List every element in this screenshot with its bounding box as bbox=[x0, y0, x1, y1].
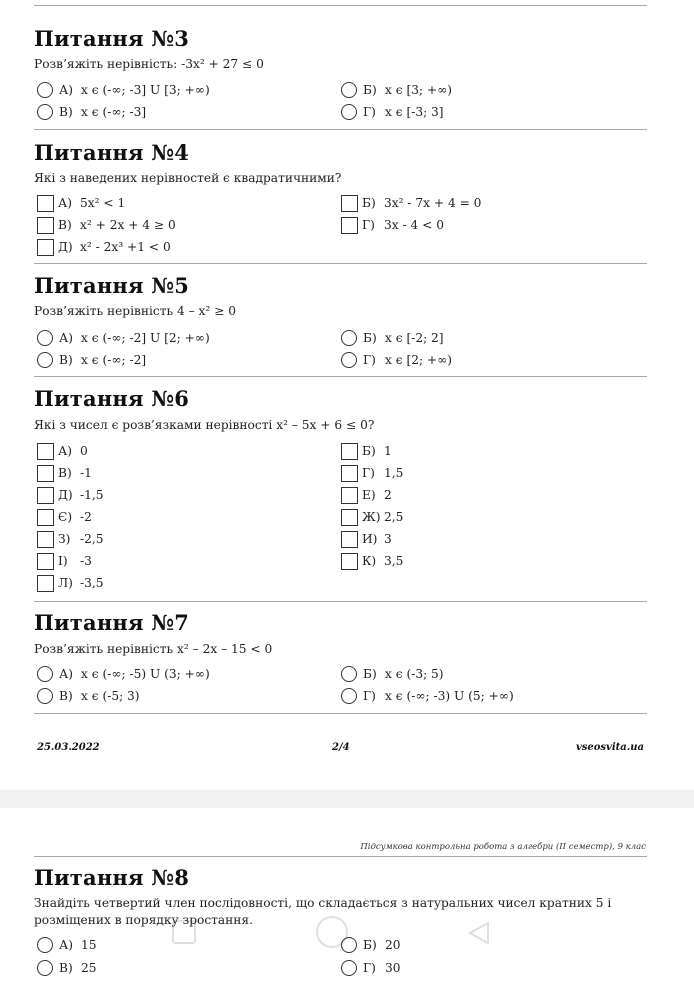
option-text: 1 bbox=[384, 444, 392, 458]
q6-option-ye[interactable] bbox=[37, 508, 92, 526]
option-text: x є [2; +∞) bbox=[385, 353, 453, 367]
q6-option-g[interactable] bbox=[341, 464, 403, 482]
option-letter: В) bbox=[59, 353, 73, 367]
option-letter: В) bbox=[58, 466, 72, 480]
option-letter: Г) bbox=[363, 353, 376, 367]
checkbox[interactable] bbox=[341, 465, 358, 482]
page-header: Підсумкова контрольна робота з алгебри (ІІ семестр), 9 клас bbox=[360, 842, 646, 852]
checkbox[interactable] bbox=[37, 531, 54, 548]
q7-option-b[interactable] bbox=[341, 665, 444, 683]
checkbox[interactable] bbox=[37, 553, 54, 570]
q8-option-a[interactable] bbox=[37, 936, 97, 954]
option-letter: Г) bbox=[362, 218, 375, 232]
q6-option-e[interactable] bbox=[341, 486, 392, 504]
option-text: x є (-∞; -3] bbox=[81, 105, 147, 119]
question-4-text: Які з наведених нерівностей є квадратичними? bbox=[34, 171, 342, 185]
q4-option-a[interactable] bbox=[37, 194, 125, 212]
q8-option-b[interactable] bbox=[341, 936, 401, 954]
home-icon[interactable] bbox=[316, 916, 348, 948]
question-8-text-line-1: Знайдіть четвертий член послідовності, що складається з натуральних чисел кратних 5 і bbox=[34, 896, 612, 910]
divider bbox=[34, 5, 647, 6]
q6-option-l[interactable] bbox=[37, 574, 104, 592]
option-letter: А) bbox=[59, 938, 73, 952]
checkbox[interactable] bbox=[341, 443, 358, 460]
option-letter: В) bbox=[59, 961, 73, 975]
option-text: -3,5 bbox=[80, 576, 104, 590]
divider bbox=[34, 129, 647, 130]
radio-button[interactable] bbox=[341, 352, 357, 368]
question-7-title: Питання №7 bbox=[34, 610, 190, 635]
option-text: 1,5 bbox=[384, 466, 404, 480]
q7-option-v[interactable] bbox=[37, 687, 140, 705]
footer-page-number: 2/4 bbox=[332, 742, 350, 753]
q6-option-b[interactable] bbox=[341, 442, 392, 460]
option-letter: Д) bbox=[58, 488, 73, 502]
option-text: x є [3; +∞) bbox=[385, 83, 453, 97]
checkbox[interactable] bbox=[341, 531, 358, 548]
option-text: -2,5 bbox=[80, 532, 104, 546]
option-letter: А) bbox=[59, 667, 73, 681]
checkbox[interactable] bbox=[37, 195, 54, 212]
checkbox[interactable] bbox=[37, 575, 54, 592]
option-text: 3,5 bbox=[384, 554, 404, 568]
option-text: x є (-5; 3) bbox=[81, 689, 140, 703]
q6-option-a[interactable] bbox=[37, 442, 88, 460]
checkbox[interactable] bbox=[341, 509, 358, 526]
option-letter: А) bbox=[58, 196, 72, 210]
radio-button[interactable] bbox=[341, 960, 357, 976]
radio-button[interactable] bbox=[341, 666, 357, 682]
q6-option-i[interactable] bbox=[37, 552, 92, 570]
divider bbox=[34, 856, 647, 857]
option-letter: А) bbox=[59, 331, 73, 345]
option-letter: В) bbox=[58, 218, 72, 232]
option-text: 25 bbox=[81, 961, 97, 975]
question-3-text: Розв’яжіть нерівність: -3x² + 27 ≤ 0 bbox=[34, 57, 264, 71]
option-letter: Б) bbox=[363, 83, 377, 97]
q6-option-v[interactable] bbox=[37, 464, 92, 482]
option-letter: Є) bbox=[58, 510, 73, 524]
checkbox[interactable] bbox=[37, 443, 54, 460]
option-text: 5x² < 1 bbox=[80, 196, 126, 210]
q5-option-g[interactable] bbox=[341, 351, 452, 369]
question-8-title: Питання №8 bbox=[34, 865, 190, 890]
q5-option-v[interactable] bbox=[37, 351, 146, 369]
q7-option-g[interactable] bbox=[341, 687, 514, 705]
q5-option-a[interactable] bbox=[37, 329, 210, 347]
question-8-text-line-2: розміщених в порядку зростання. bbox=[34, 913, 253, 927]
divider bbox=[34, 376, 647, 377]
q3-option-a[interactable] bbox=[37, 81, 210, 99]
radio-button[interactable] bbox=[37, 666, 53, 682]
option-text: x є (-3; 5) bbox=[385, 667, 444, 681]
q6-option-zh[interactable] bbox=[341, 508, 403, 526]
radio-button[interactable] bbox=[341, 82, 357, 98]
question-6-text: Які з чисел є розв’язками нерівності x² – 5x + 6 ≤ 0? bbox=[34, 418, 375, 432]
option-letter: К) bbox=[362, 554, 377, 568]
option-text: 3x² - 7x + 4 = 0 bbox=[384, 196, 482, 210]
option-letter: Г) bbox=[362, 466, 375, 480]
option-text: x є (-∞; -2] U [2; +∞) bbox=[81, 331, 210, 345]
divider bbox=[34, 263, 647, 264]
option-text: x є [-3; 3] bbox=[385, 105, 444, 119]
question-7-text: Розв’яжіть нерівність x² – 2x – 15 < 0 bbox=[34, 642, 273, 656]
option-text: x є (-∞; -2] bbox=[81, 353, 147, 367]
back-icon[interactable] bbox=[466, 920, 492, 946]
option-letter: Г) bbox=[363, 689, 376, 703]
radio-button[interactable] bbox=[341, 104, 357, 120]
radio-button[interactable] bbox=[37, 960, 53, 976]
q8-option-g[interactable] bbox=[341, 959, 401, 977]
question-5-title: Питання №5 bbox=[34, 273, 190, 298]
checkbox[interactable] bbox=[341, 217, 358, 234]
option-text: 30 bbox=[385, 961, 401, 975]
option-letter: Ж) bbox=[362, 510, 381, 524]
checkbox[interactable] bbox=[37, 217, 54, 234]
checkbox[interactable] bbox=[37, 487, 54, 504]
question-3-title: Питання №3 bbox=[34, 26, 190, 51]
checkbox[interactable] bbox=[37, 509, 54, 526]
q3-option-b[interactable] bbox=[341, 81, 452, 99]
q4-option-g[interactable] bbox=[341, 216, 444, 234]
question-6-title: Питання №6 bbox=[34, 386, 190, 411]
option-letter: В) bbox=[59, 689, 73, 703]
option-text: 3 bbox=[384, 532, 392, 546]
radio-button[interactable] bbox=[37, 330, 53, 346]
option-text: -3 bbox=[80, 554, 92, 568]
option-letter: З) bbox=[58, 532, 71, 546]
option-text: x є (-∞; -3) U (5; +∞) bbox=[385, 689, 514, 703]
q5-option-b[interactable] bbox=[341, 329, 444, 347]
q8-option-v[interactable] bbox=[37, 959, 97, 977]
radio-button[interactable] bbox=[37, 82, 53, 98]
option-letter: Д) bbox=[58, 240, 73, 254]
checkbox[interactable] bbox=[37, 239, 54, 256]
radio-button[interactable] bbox=[341, 688, 357, 704]
checkbox[interactable] bbox=[341, 553, 358, 570]
option-letter: Б) bbox=[362, 196, 376, 210]
checkbox[interactable] bbox=[341, 487, 358, 504]
option-letter: Г) bbox=[363, 105, 376, 119]
option-letter: І) bbox=[58, 554, 68, 568]
q7-option-a[interactable] bbox=[37, 665, 210, 683]
option-text: x є (-∞; -3] U [3; +∞) bbox=[81, 83, 210, 97]
question-5-text: Розв’яжіть нерівність 4 – x² ≥ 0 bbox=[34, 304, 237, 318]
option-letter: В) bbox=[59, 105, 73, 119]
option-letter: Г) bbox=[363, 961, 376, 975]
option-text: -2 bbox=[80, 510, 92, 524]
option-text: 3x - 4 < 0 bbox=[384, 218, 444, 232]
option-text: 20 bbox=[385, 938, 401, 952]
option-letter: Б) bbox=[363, 667, 377, 681]
document-page-3 bbox=[0, 808, 694, 982]
radio-button[interactable] bbox=[37, 688, 53, 704]
option-text: x² - 2x³ +1 < 0 bbox=[80, 240, 171, 254]
q6-option-y[interactable] bbox=[341, 530, 392, 548]
q3-option-g[interactable] bbox=[341, 103, 444, 121]
option-text: x² + 2x + 4 ≥ 0 bbox=[80, 218, 176, 232]
option-text: -1 bbox=[80, 466, 92, 480]
option-letter: Е) bbox=[362, 488, 376, 502]
option-text: x є (-∞; -5) U (3; +∞) bbox=[81, 667, 210, 681]
option-letter: И) bbox=[362, 532, 378, 546]
radio-button[interactable] bbox=[341, 330, 357, 346]
footer-site: vseosvita.ua bbox=[575, 742, 644, 753]
q4-option-d[interactable] bbox=[37, 238, 171, 256]
option-text: 0 bbox=[80, 444, 88, 458]
q4-option-b[interactable] bbox=[341, 194, 481, 212]
option-letter: Л) bbox=[58, 576, 73, 590]
q3-option-v[interactable] bbox=[37, 103, 146, 121]
divider bbox=[34, 713, 647, 714]
radio-button[interactable] bbox=[37, 352, 53, 368]
question-4-title: Питання №4 bbox=[34, 140, 190, 165]
option-text: x є [-2; 2] bbox=[385, 331, 444, 345]
option-text: 2 bbox=[384, 488, 392, 502]
option-text: 2,5 bbox=[384, 510, 404, 524]
checkbox[interactable] bbox=[341, 195, 358, 212]
option-text: 15 bbox=[81, 938, 97, 952]
footer-date: 25.03.2022 bbox=[37, 742, 100, 753]
q6-option-d[interactable] bbox=[37, 486, 104, 504]
option-text: -1,5 bbox=[80, 488, 104, 502]
radio-button[interactable] bbox=[37, 104, 53, 120]
option-letter: А) bbox=[58, 444, 72, 458]
q6-option-k[interactable] bbox=[341, 552, 403, 570]
q4-option-v[interactable] bbox=[37, 216, 176, 234]
radio-button[interactable] bbox=[37, 937, 53, 953]
recent-apps-icon[interactable] bbox=[172, 920, 196, 944]
q6-option-z[interactable] bbox=[37, 530, 104, 548]
option-letter: Б) bbox=[363, 938, 377, 952]
option-letter: Б) bbox=[363, 331, 377, 345]
option-letter: А) bbox=[59, 83, 73, 97]
divider bbox=[34, 601, 647, 602]
option-letter: Б) bbox=[362, 444, 376, 458]
checkbox[interactable] bbox=[37, 465, 54, 482]
